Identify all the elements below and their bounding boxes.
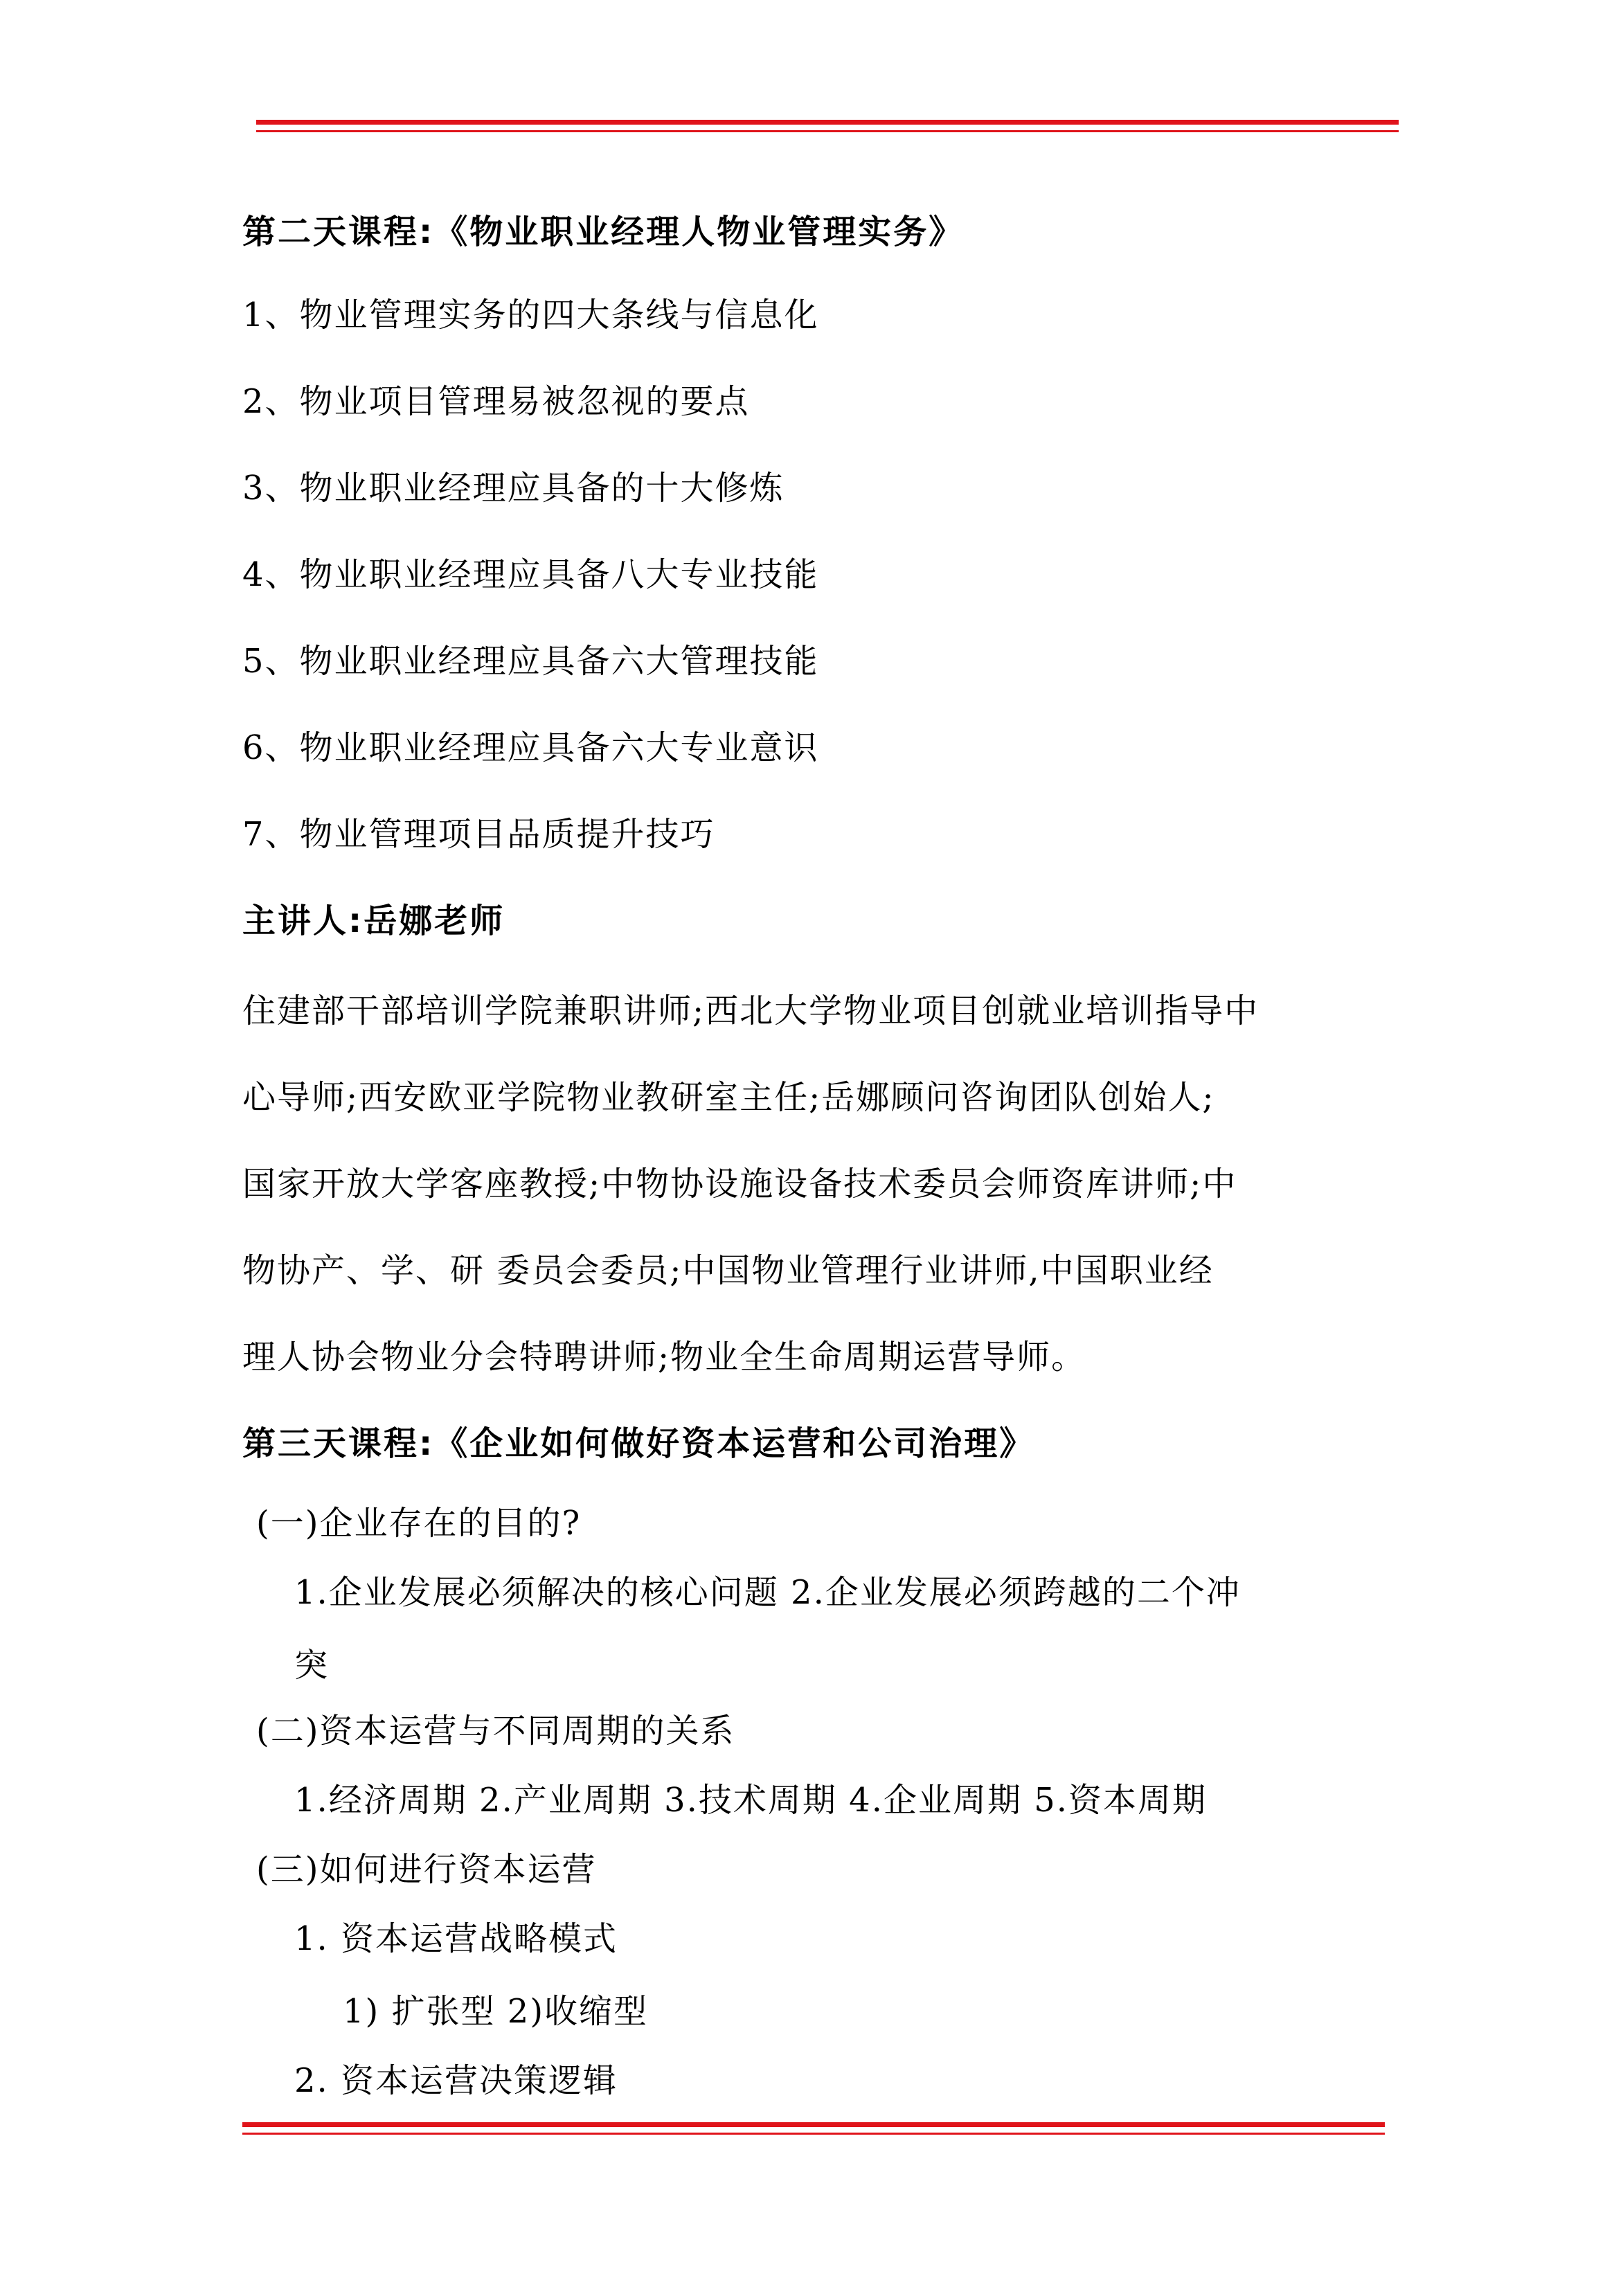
list-item: 6、物业职业经理应具备六大专业意识 — [242, 728, 819, 767]
day2-course-title: 第二天课程:《物业职业经理人物业管理实务》 — [242, 213, 965, 251]
list-item: 1、物业管理实务的四大条线与信息化 — [242, 296, 819, 334]
section-heading: (三)如何进行资本运营 — [256, 1850, 597, 1889]
section-text: 1. 资本运营战略模式 — [294, 1919, 618, 1958]
lecturer-bio-line: 住建部干部培训学院兼职讲师;西北大学物业项目创就业培训指导中 — [242, 992, 1259, 1030]
list-item: 4、物业职业经理应具备八大专业技能 — [242, 555, 819, 594]
section-text: 2. 资本运营决策逻辑 — [294, 2061, 618, 2100]
section-heading: (二)资本运营与不同周期的关系 — [256, 1712, 735, 1750]
section-heading: (一)企业存在的目的? — [256, 1504, 582, 1543]
lecturer-bio-line: 物协产、学、研 委员会委员;中国物业管理行业讲师,中国职业经 — [242, 1251, 1214, 1290]
section-text: 突 — [294, 1646, 330, 1685]
section-subtext: 1) 扩张型 2)收缩型 — [343, 1992, 649, 2031]
lecturer-heading: 主讲人:岳娜老师 — [242, 902, 505, 940]
list-item: 2、物业项目管理易被忽视的要点 — [242, 382, 750, 421]
list-item: 3、物业职业经理应具备的十大修炼 — [242, 469, 784, 508]
lecturer-bio-line: 理人协会物业分会特聘讲师;物业全生命周期运营导师。 — [242, 1338, 1086, 1376]
section-text: 1.企业发展必须解决的核心问题 2.企业发展必须跨越的二个冲 — [294, 1573, 1241, 1612]
lecturer-bio-line: 心导师;西安欧亚学院物业教研室主任;岳娜顾问咨询团队创始人; — [242, 1078, 1215, 1117]
day3-course-title: 第三天课程:《企业如何做好资本运营和公司治理》 — [242, 1424, 1035, 1463]
section-text: 1.经济周期 2.产业周期 3.技术周期 4.企业周期 5.资本周期 — [294, 1781, 1208, 1820]
footer-rule — [242, 2122, 1385, 2135]
list-item: 5、物业职业经理应具备六大管理技能 — [242, 642, 819, 681]
header-rule — [256, 120, 1399, 132]
list-item: 7、物业管理项目品质提升技巧 — [242, 815, 715, 854]
lecturer-bio-line: 国家开放大学客座教授;中物协设施设备技术委员会师资库讲师;中 — [242, 1165, 1237, 1203]
